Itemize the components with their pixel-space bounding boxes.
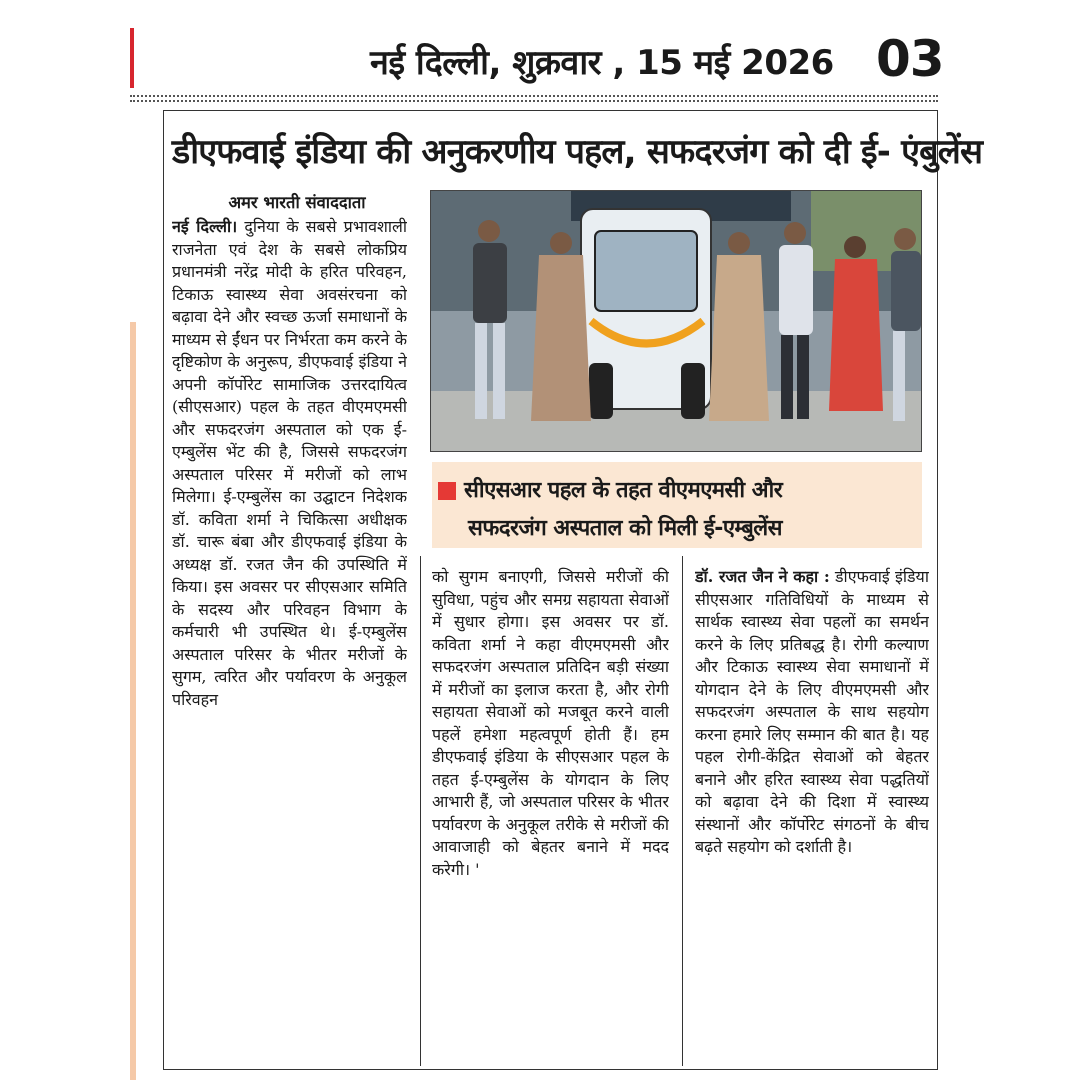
column-rule-1 — [420, 556, 421, 1066]
dotted-divider-lower — [130, 100, 938, 102]
side-accent-bar — [130, 322, 136, 1080]
caption-marker-square — [438, 482, 456, 500]
article-place: नई दिल्ली। — [172, 217, 238, 236]
caption-line-2: सफदरजंग अस्पताल को मिली ई-एम्बुलेंस — [468, 516, 783, 541]
dotted-divider — [130, 95, 938, 97]
caption-line-1: सीएसआर पहल के तहत वीएमएमसी और — [464, 478, 783, 503]
page-number: 03 — [876, 30, 944, 88]
article-column-2: को सुगम बनाएगी, जिससे मरीजों की सुविधा, पहुंच और समग्र सहायता सेवाओं में सुधार होगा। इस अवसर पर डॉ. कविता शर्मा ने कहा वीएमएमसी और सफदरजंग अस्पताल प्रतिदिन बड़ी संख्या में मरीजों का इलाज करता है, और रोगी सहायता सेवाओं को मजबूत करने वाली पहलें हमेशा महत्वपूर्ण होती हैं। हम डीएफवाई इंडिया के सीएसआर पहल के तहत ई-एम्बुलेंस के योगदान के लिए आभारी हैं, जो अस्पताल परिसर के भीतर पर्यावरण के अनुकूल तरीके से मरीजों की आवाजाही को बेहतर बनाने में मदद करेगी। ' — [432, 567, 669, 879]
photo-caption — [432, 462, 922, 548]
article-column-1-text: दुनिया के सबसे प्रभावशाली राजनेता एवं देश के सबसे लोकप्रिय प्रधानमंत्री नरेंद्र मोदी के हरित परिवहन, टिकाऊ स्वास्थ्य सेवा अवसंरचना को बढ़ावा देने और स्वच्छ ऊर्जा समाधानों के माध्यम से ईंधन पर निर्भरता कम करने के दृष्टिकोण के अनुरूप, डीएफवाई इंडिया ने अपनी कॉर्पोरेट सामाजिक उत्तरदायित्व (सीएसआर) पहल के तहत वीएमएमसी और सफदरजंग अस्पताल को एक ई-एम्बुलेंस भेंट की है, जिससे सफदरजंग अस्पताल परिसर में मरीजों को लाभ मिलेगा। ई-एम्बुलेंस का उद्घाटन निदेशक डॉ. कविता शर्मा ने चिकित्सा अधीक्षक डॉ. चारू बंबा और डीएफवाई इंडिया के अध्यक्ष डॉ. रजत जैन की उपस्थिति में किया। इस अवसर पर सीएसआर समिति के सदस्य और परिवहन विभाग के कर्मचारी भी उपस्थित थे। ई-एम्बुलेंस अस्पताल परिसर के भीतर मरीजों के सुगम, त्वरित और पर्यावरण के अनुकूल परिवहन — [172, 217, 407, 709]
ambulance-handover-photo — [431, 191, 922, 452]
quote-lead: डॉ. रजत जैन ने कहा : — [695, 567, 830, 586]
article-photo — [430, 190, 922, 452]
article-byline: अमर भारती संवाददाता — [228, 193, 366, 212]
masthead-red-bar — [130, 28, 134, 88]
dateline: नई दिल्ली, शुक्रवार , 15 मई 2026 — [370, 43, 834, 83]
article-headline: डीएफवाई इंडिया की अनुकरणीय पहल, सफदरजंग को दी ई- एंबुलेंस — [172, 132, 983, 172]
article-column-1 — [172, 216, 407, 1064]
article-column-3 — [695, 566, 929, 1064]
article-column-3-text: डीएफवाई इंडिया सीएसआर गतिविधियों के माध्यम से सार्थक स्वास्थ्य सेवा पहलों का समर्थन करने के लिए प्रतिबद्ध है। रोगी कल्याण और टिकाऊ स्वास्थ्य सेवा समाधानों में योगदान देने के लिए वीएमएमसी और सफदरजंग अस्पताल के साथ सहयोग करना हमारे लिए सम्मान की बात है। यह पहल रोगी-केंद्रित सेवाओं को बेहतर बनाने और हरित स्वास्थ्य सेवा पद्धतियों को बढ़ावा देने की दिशा में स्वास्थ्य संस्थानों और कॉर्पोरेट संगठनों के बीच बढ़ते सहयोग को दर्शाती है। — [695, 567, 929, 856]
column-rule-2 — [682, 556, 683, 1066]
